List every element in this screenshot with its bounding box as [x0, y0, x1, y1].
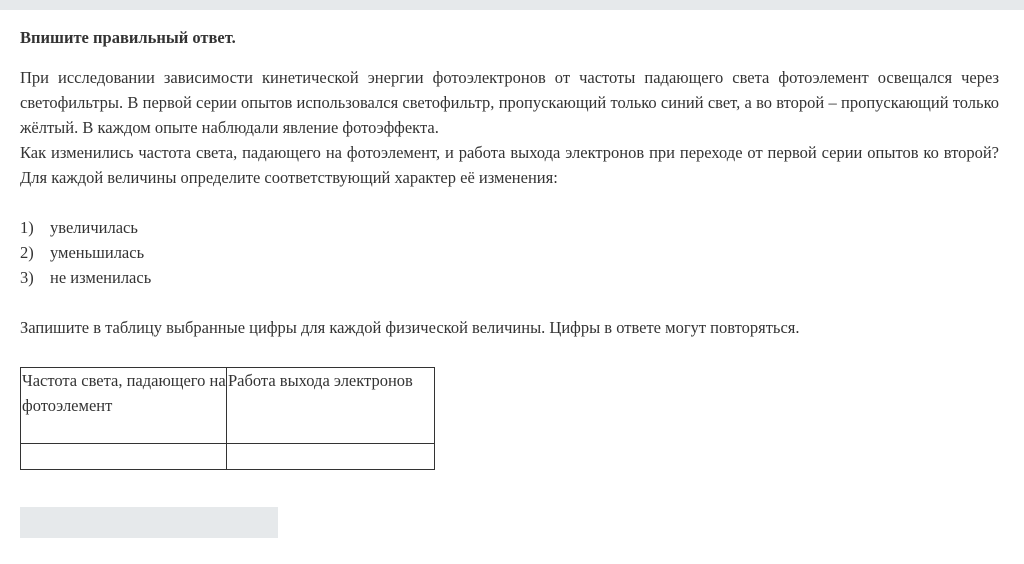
- top-bar: [0, 0, 1024, 10]
- option-text: увеличилась: [50, 218, 138, 237]
- option-text: не изменилась: [50, 268, 152, 287]
- task-paragraph-2: Как изменились частота света, падающего на фотоэлемент, и работа выхода электронов при переходе от первой серии опытов ко второй? Для каждой величины определите соответствующий характер её изменения:: [20, 143, 999, 187]
- header-work-function: Работа выхода электронов: [227, 368, 435, 444]
- answer-cell-frequency[interactable]: [21, 444, 227, 470]
- options-list: [20, 215, 999, 290]
- task-content: [20, 27, 999, 470]
- header-frequency: Частота света, падающего на фотоэлемент: [21, 368, 227, 444]
- option-number: 2): [20, 243, 34, 262]
- option-number: 1): [20, 218, 34, 237]
- option-item: [20, 215, 999, 240]
- option-number: 3): [20, 268, 34, 287]
- task-paragraph-1: При исследовании зависимости кинетической энергии фотоэлектронов от частоты падающего света фотоэлемент освещался через светофильтры. В первой серии опытов использовался светофильтр, пропускающий только синий свет, а во второй – пропускающий только жёлтый. В каждом опыте наблюдали явление фотоэффекта.: [20, 68, 999, 137]
- answer-table: [20, 367, 435, 470]
- task-instruction: Впишите правильный ответ.: [20, 28, 236, 47]
- answer-input[interactable]: [20, 507, 278, 538]
- option-text: уменьшилась: [50, 243, 145, 262]
- table-note: Запишите в таблицу выбранные цифры для каждой физической величины. Цифры в ответе могут повторяться.: [20, 318, 800, 337]
- answer-table-answer-row: [21, 444, 435, 470]
- answer-cell-work-function[interactable]: [227, 444, 435, 470]
- option-item: [20, 265, 999, 290]
- option-item: [20, 240, 999, 265]
- answer-table-header-row: [21, 368, 435, 444]
